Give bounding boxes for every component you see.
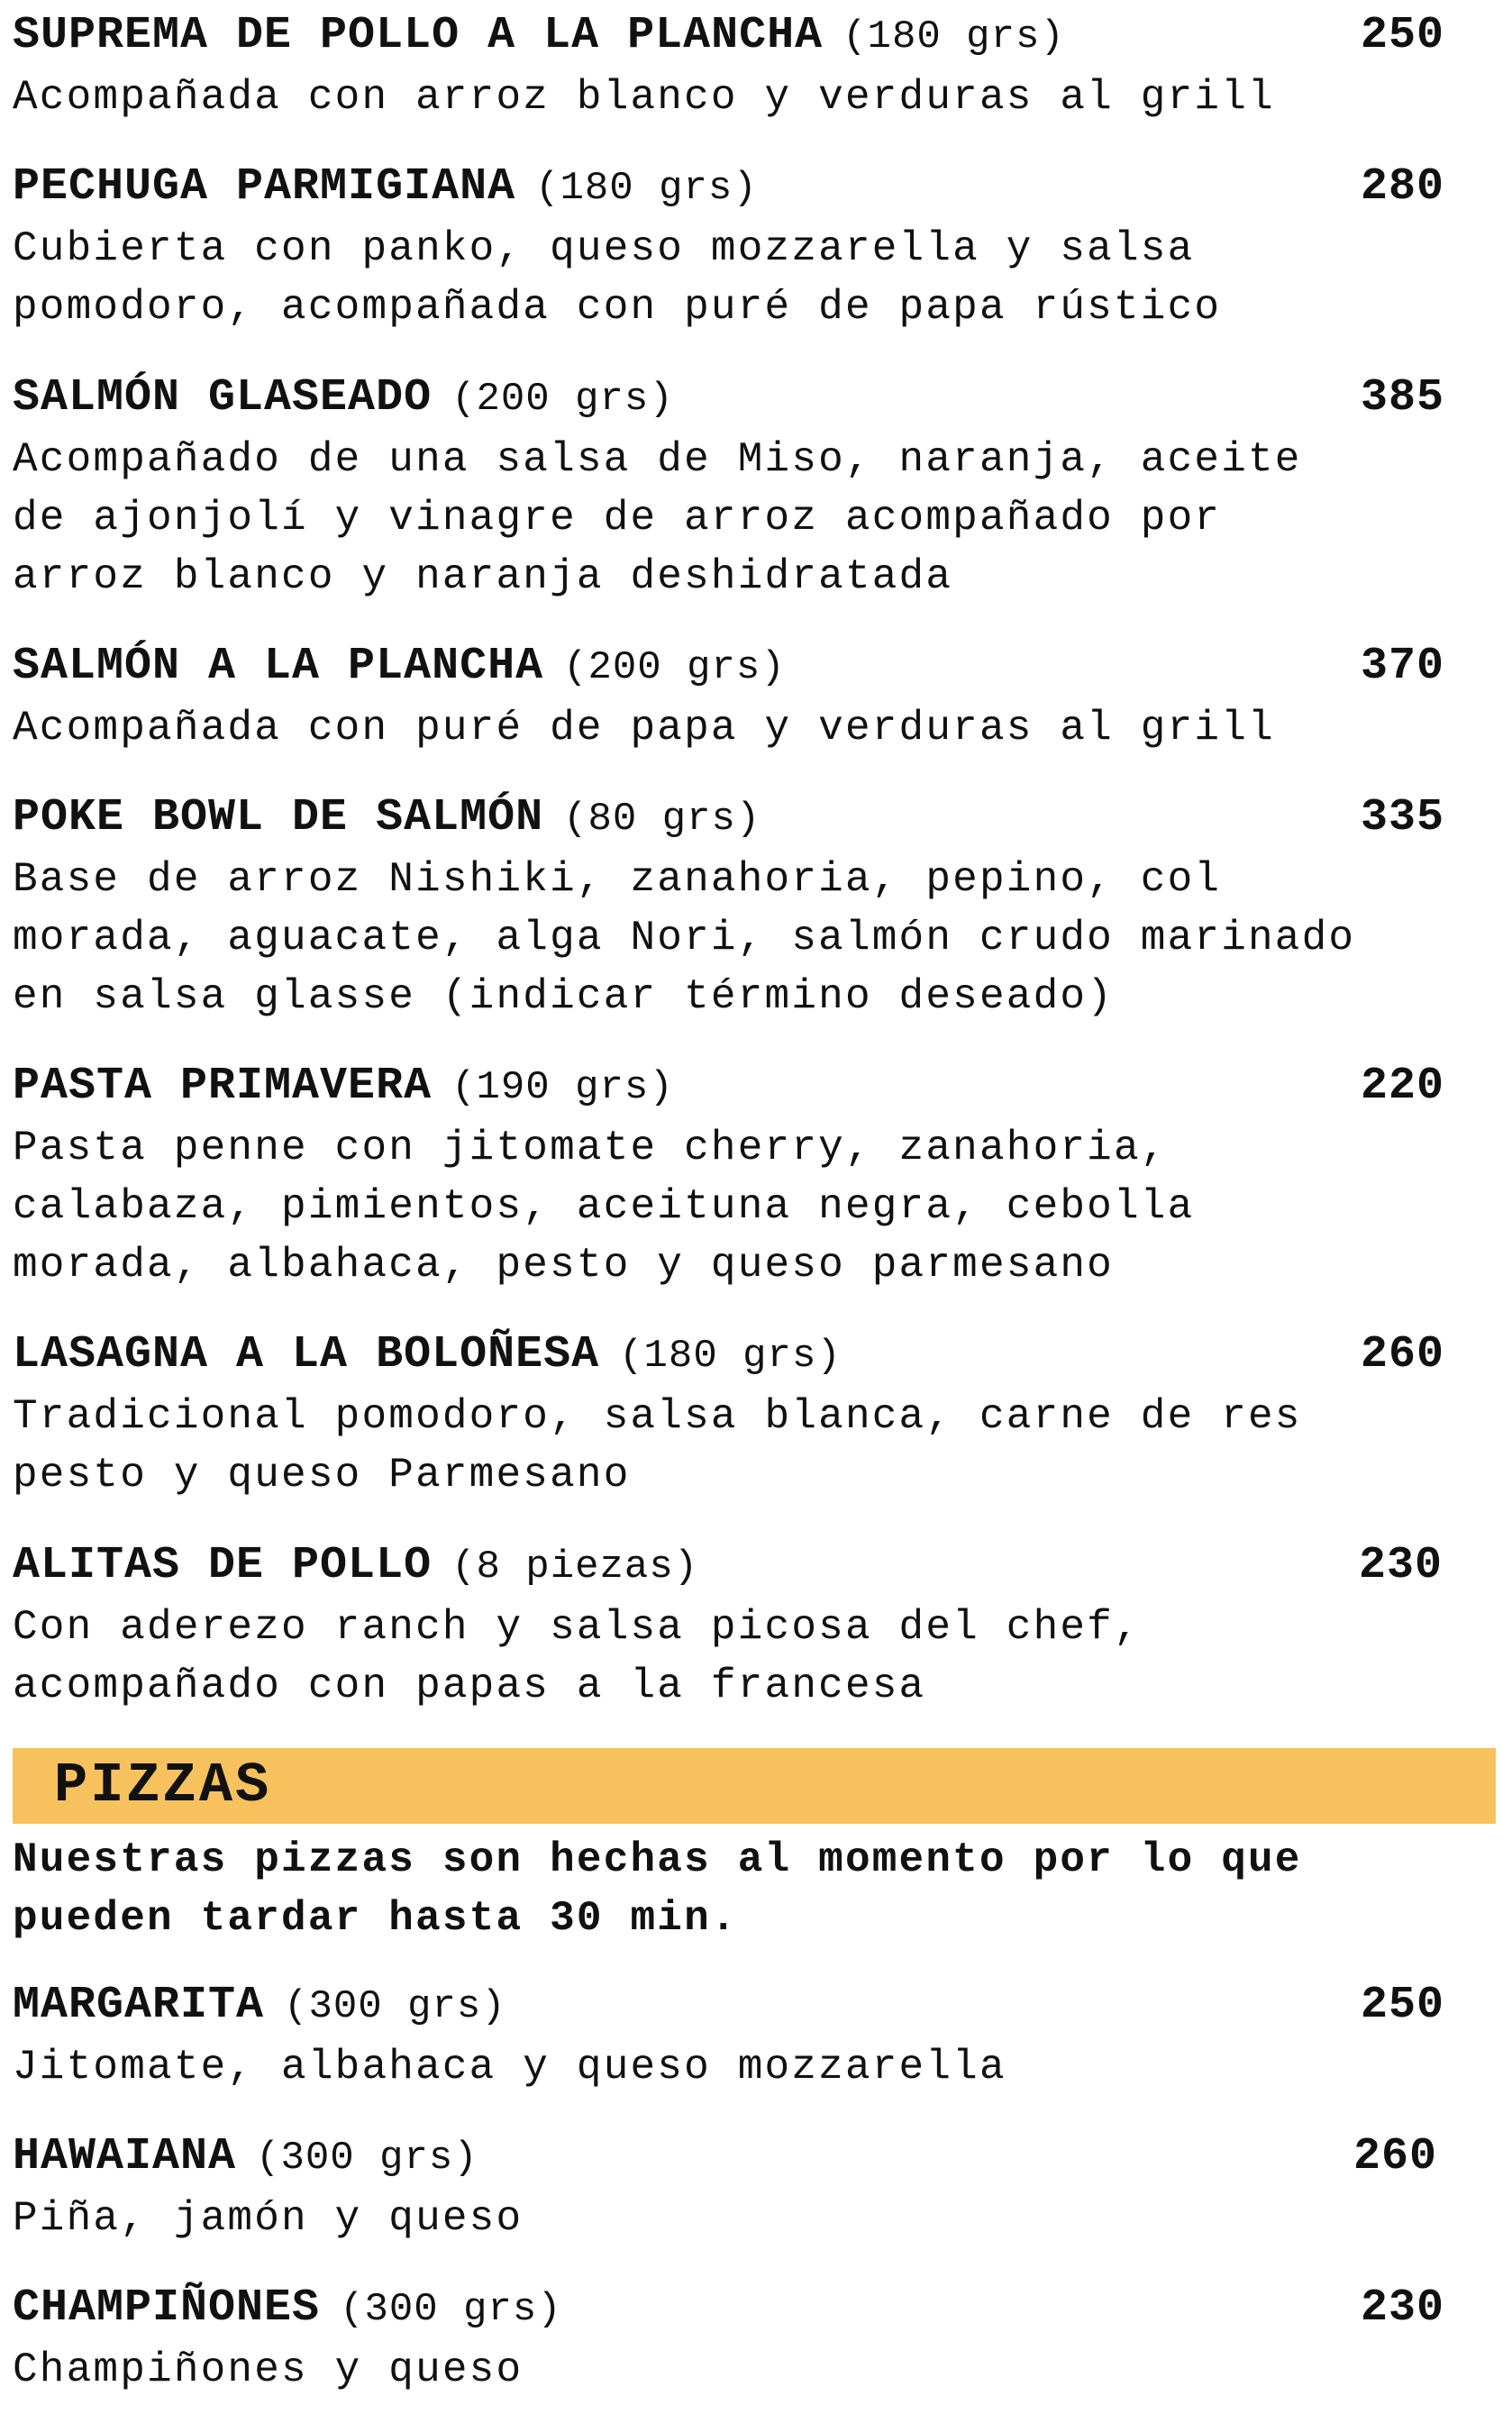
item-description [13,2038,1454,2097]
menu-item [13,1539,1454,1716]
item-name: LASAGNA A LA BOLOÑESA [13,1329,600,1380]
description-line: morada, aguacate, alga Nori, salmón crudo marinado [13,915,1356,961]
item-price: 385 [1361,372,1445,424]
item-description [13,1388,1454,1505]
item-weight: (300 grs) [284,1984,506,2029]
item-description [13,2190,1454,2248]
description-line: acompañado con papas a la francesa [13,1662,926,1709]
item-price: 335 [1361,792,1445,843]
item-name: SALMÓN GLASEADO [13,372,433,424]
item-name: SALMÓN A LA PLANCHA [13,641,544,692]
menu-item [13,371,1454,606]
item-weight: (180 grs) [619,1334,842,1379]
menu-item [13,1328,1454,1505]
item-price: 220 [1361,1061,1445,1112]
item-description [13,1599,1454,1716]
section-title: PIZZAS [54,1754,272,1817]
description-line: Pasta penne con jitomate cherry, zanahoria, [13,1125,1168,1171]
description-line: pesto y queso Parmesano [13,1452,631,1499]
item-description [13,1119,1454,1295]
pizza-item [13,1979,1454,2097]
item-weight: (200 grs) [451,377,674,422]
item-description [13,699,1454,758]
item-name: PECHUGA PARMIGIANA [13,161,516,213]
menu-item [13,791,1454,1026]
description-line: Cubierta con panko, queso mozzarella y salsa [13,225,1195,272]
item-description [13,220,1454,337]
description-line: Champiñones y queso [13,2346,524,2393]
item-name: POKE BOWL DE SALMÓN [13,792,544,843]
section-note-line: Nuestras pizzas son hechas al momento por lo que [13,1836,1302,1883]
description-line: de ajonjolí y vinagre de arroz acompañado por [13,495,1222,542]
section-header-bar [13,1748,1496,1824]
item-description [13,851,1454,1026]
description-line: Base de arroz Nishiki, zanahoria, pepino, col [13,856,1222,903]
item-name: MARGARITA [13,1980,265,2031]
description-line: pomodoro, acompañada con puré de papa rústico [13,284,1222,331]
item-name: HAWAIANA [13,2131,237,2182]
item-weight: (180 grs) [843,14,1065,59]
item-name: PASTA PRIMAVERA [13,1061,433,1112]
pizza-item [13,2130,1454,2248]
description-line: en salsa glasse (indicar término deseado) [13,973,1114,1020]
description-line: Tradicional pomodoro, salsa blanca, carne de res [13,1393,1302,1440]
pizza-item [13,2282,1454,2400]
item-price: 250 [1361,10,1445,61]
item-description [13,2341,1454,2400]
item-description [13,68,1454,127]
item-weight: (300 grs) [340,2287,562,2332]
item-price: 250 [1361,1980,1445,2031]
item-price: 260 [1361,1329,1445,1380]
menu-item [13,9,1454,127]
description-line: morada, albahaca, pesto y queso parmesano [13,1242,1114,1289]
item-weight: (300 grs) [256,2136,478,2181]
description-line: calabaza, pimientos, aceituna negra, cebolla [13,1183,1195,1230]
item-price: 230 [1359,1540,1444,1591]
item-description [13,431,1454,606]
item-price: 280 [1361,161,1445,213]
section-note [13,1831,1302,1948]
description-line: Con aderezo ranch y salsa picosa del chef, [13,1604,1141,1651]
description-line: Piña, jamón y queso [13,2195,524,2242]
item-price: 370 [1361,641,1445,692]
item-weight: (190 grs) [451,1065,674,1110]
item-weight: (8 piezas) [451,1544,699,1590]
description-line: Acompañada con arroz blanco y verduras al grill [13,74,1275,121]
item-price: 230 [1361,2282,1445,2334]
description-line: Acompañada con puré de papa y verduras al grill [13,705,1275,752]
menu-item [13,640,1454,758]
item-name: SUPREMA DE POLLO A LA PLANCHA [13,10,824,61]
description-line: arroz blanco y naranja deshidratada [13,553,953,600]
menu-item [13,160,1454,337]
item-name: ALITAS DE POLLO [13,1540,433,1591]
description-line: Acompañado de una salsa de Miso, naranja, aceite [13,436,1302,483]
item-name: CHAMPIÑONES [13,2282,321,2334]
item-weight: (80 grs) [563,797,761,842]
description-line: Jitomate, albahaca y queso mozzarella [13,2044,1006,2091]
section-note-line: pueden tardar hasta 30 min. [13,1895,738,1942]
item-weight: (180 grs) [535,166,758,211]
item-price: 260 [1353,2131,1438,2182]
item-weight: (200 grs) [563,645,786,690]
menu-item [13,1060,1454,1295]
